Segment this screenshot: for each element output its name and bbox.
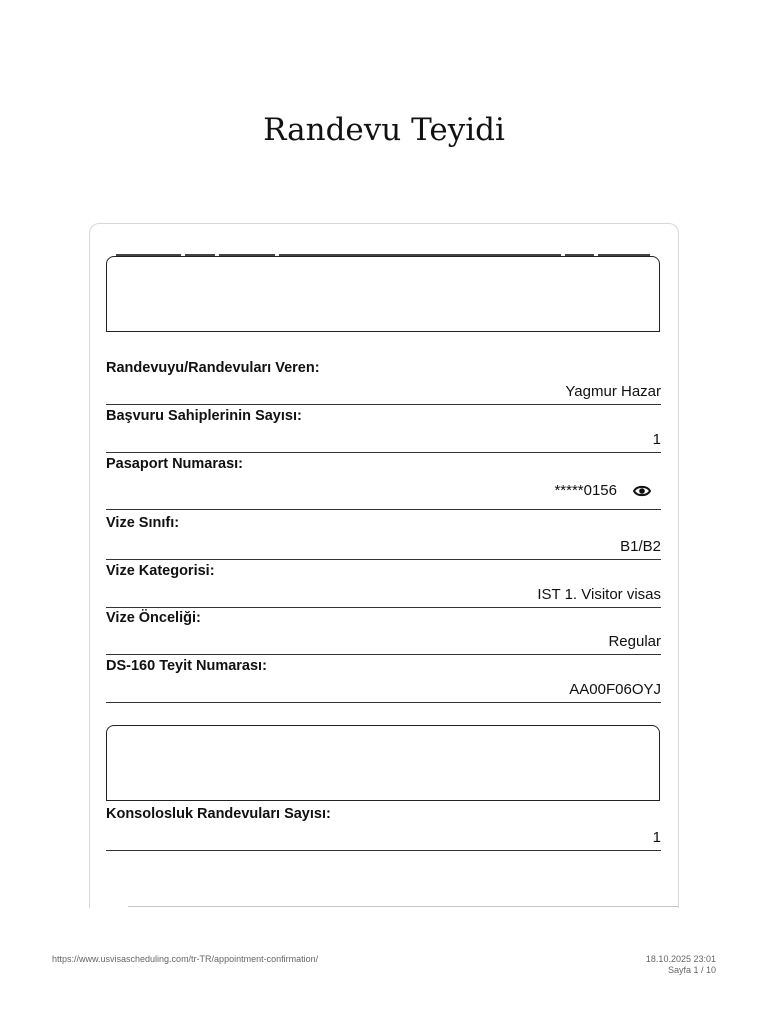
- footer-page-number: Sayfa 1 / 10: [667, 965, 716, 975]
- field-visa-priority: [106, 609, 661, 655]
- footer-meta: [646, 954, 716, 976]
- field-label: Vize Kategorisi:: [106, 563, 215, 579]
- field-value: Regular: [608, 633, 661, 650]
- page-title: Randevu Teyidi: [263, 112, 505, 148]
- eye-icon[interactable]: [633, 484, 651, 498]
- field-label: Randevuyu/Randevuları Veren:: [106, 360, 320, 376]
- field-value: B1/B2: [620, 538, 661, 555]
- info-box-bottom: [106, 725, 660, 801]
- field-visa-category: [106, 562, 661, 608]
- field-visa-class: [106, 514, 661, 560]
- field-label: Konsolosluk Randevuları Sayısı:: [106, 806, 331, 822]
- field-value: 1: [652, 829, 661, 846]
- field-label: Başvuru Sahiplerinin Sayısı:: [106, 408, 302, 424]
- field-applicant-name: [106, 359, 661, 405]
- field-label: Vize Önceliği:: [106, 610, 201, 626]
- field-value: *****0156: [554, 482, 617, 499]
- field-applicant-count: [106, 407, 661, 453]
- field-ds160-number: [106, 657, 661, 703]
- field-value: 1: [652, 431, 661, 448]
- field-label: DS-160 Teyit Numarası:: [106, 658, 267, 674]
- field-value: IST 1. Visitor visas: [537, 586, 661, 603]
- footer-datetime: 18.10.2025 23:01: [645, 954, 716, 964]
- field-label: Vize Sınıfı:: [106, 515, 180, 531]
- field-passport-number: [106, 455, 661, 510]
- info-box-top: [106, 256, 660, 332]
- field-value: AA00F06OYJ: [569, 681, 661, 698]
- field-value: Yagmur Hazar: [565, 383, 661, 400]
- field-consular-appointment-count: [106, 805, 661, 851]
- field-label: Pasaport Numarası:: [106, 456, 243, 472]
- footer-url: https://www.usvisascheduling.com/tr-TR/appointment-confirmation/: [52, 954, 319, 964]
- card-bottom-divider: [128, 906, 678, 907]
